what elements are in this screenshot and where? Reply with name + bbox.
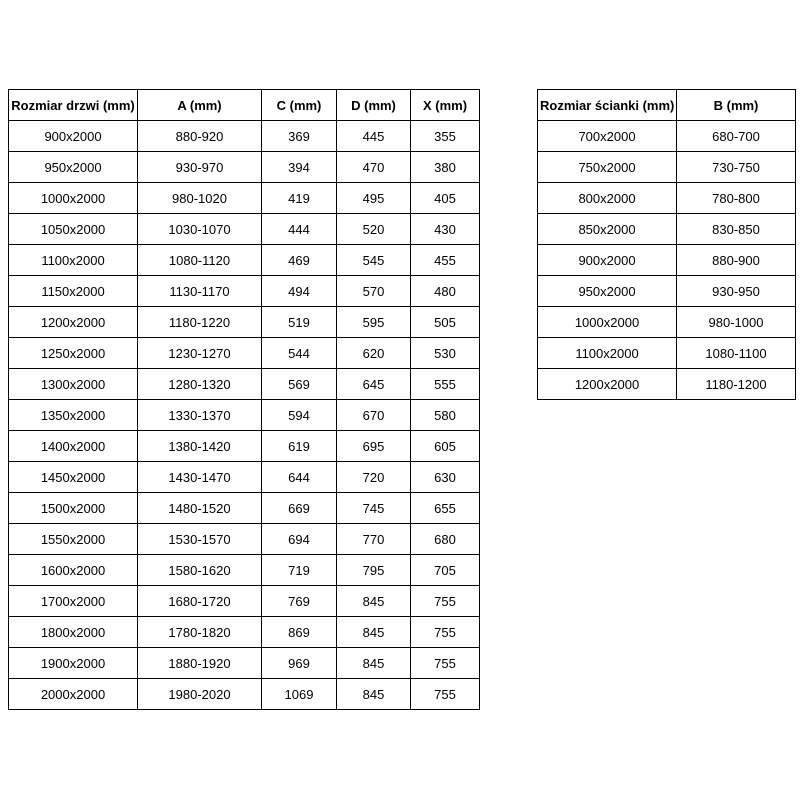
table-row [538,183,796,214]
wall-sizes-table [537,89,796,400]
table-cell: 645 [337,369,411,400]
table-cell: 555 [411,369,480,400]
table-cell: 1080-1120 [138,245,262,276]
door-table-header-row [9,90,480,121]
table-cell: 745 [337,493,411,524]
table-cell: 594 [262,400,337,431]
table-cell: 694 [262,524,337,555]
table-cell: 1450x2000 [9,462,138,493]
table-cell: 419 [262,183,337,214]
table-cell: 769 [262,586,337,617]
table-cell: 480 [411,276,480,307]
table-row [9,121,480,152]
table-cell: 1000x2000 [538,307,677,338]
table-cell: 1880-1920 [138,648,262,679]
table-cell: 1400x2000 [9,431,138,462]
table-cell: 869 [262,617,337,648]
table-cell: 980-1000 [677,307,796,338]
table-cell: 1100x2000 [538,338,677,369]
table-row [9,431,480,462]
table-cell: 755 [411,586,480,617]
table-cell: 1780-1820 [138,617,262,648]
table-cell: 505 [411,307,480,338]
table-cell: 719 [262,555,337,586]
table-cell: 1380-1420 [138,431,262,462]
table-cell: 1550x2000 [9,524,138,555]
table-row [9,276,480,307]
column-header: Rozmiar drzwi (mm) [9,90,138,121]
table-cell: 1500x2000 [9,493,138,524]
table-cell: 569 [262,369,337,400]
table-cell: 1480-1520 [138,493,262,524]
table-cell: 1030-1070 [138,214,262,245]
table-cell: 1200x2000 [9,307,138,338]
table-row [9,586,480,617]
table-cell: 1150x2000 [9,276,138,307]
table-cell: 1200x2000 [538,369,677,400]
table-cell: 405 [411,183,480,214]
table-row [538,245,796,276]
table-cell: 355 [411,121,480,152]
column-header: D (mm) [337,90,411,121]
table-cell: 545 [337,245,411,276]
table-row [9,493,480,524]
table-cell: 845 [337,679,411,710]
column-header: Rozmiar ścianki (mm) [538,90,677,121]
table-cell: 795 [337,555,411,586]
table-cell: 1180-1200 [677,369,796,400]
table-cell: 1230-1270 [138,338,262,369]
table-cell: 755 [411,617,480,648]
table-cell: 530 [411,338,480,369]
table-row [538,214,796,245]
door-sizes-table [8,89,480,710]
table-cell: 1900x2000 [9,648,138,679]
table-cell: 845 [337,648,411,679]
table-cell: 720 [337,462,411,493]
column-header: A (mm) [138,90,262,121]
table-cell: 845 [337,586,411,617]
table-cell: 1350x2000 [9,400,138,431]
table-cell: 1050x2000 [9,214,138,245]
table-row [538,121,796,152]
column-header: B (mm) [677,90,796,121]
table-cell: 495 [337,183,411,214]
table-cell: 850x2000 [538,214,677,245]
table-row [9,245,480,276]
table-cell: 1980-2020 [138,679,262,710]
table-cell: 730-750 [677,152,796,183]
table-cell: 445 [337,121,411,152]
table-cell: 1600x2000 [9,555,138,586]
table-row [538,276,796,307]
table-cell: 1130-1170 [138,276,262,307]
table-cell: 519 [262,307,337,338]
table-row [538,307,796,338]
table-cell: 980-1020 [138,183,262,214]
table-cell: 755 [411,648,480,679]
table-cell: 900x2000 [538,245,677,276]
table-row [9,152,480,183]
table-cell: 444 [262,214,337,245]
table-cell: 755 [411,679,480,710]
table-cell: 1530-1570 [138,524,262,555]
table-cell: 1069 [262,679,337,710]
table-cell: 670 [337,400,411,431]
table-cell: 1250x2000 [9,338,138,369]
table-cell: 595 [337,307,411,338]
table-cell: 580 [411,400,480,431]
table-cell: 1580-1620 [138,555,262,586]
table-cell: 1300x2000 [9,369,138,400]
table-cell: 705 [411,555,480,586]
table-row [9,679,480,710]
table-cell: 1280-1320 [138,369,262,400]
table-row [538,338,796,369]
table-cell: 1430-1470 [138,462,262,493]
table-cell: 950x2000 [9,152,138,183]
table-cell: 570 [337,276,411,307]
table-cell: 845 [337,617,411,648]
table-row [9,307,480,338]
table-cell: 369 [262,121,337,152]
table-cell: 644 [262,462,337,493]
table-cell: 1080-1100 [677,338,796,369]
column-header: C (mm) [262,90,337,121]
table-row [9,524,480,555]
table-row [9,648,480,679]
table-cell: 544 [262,338,337,369]
table-cell: 830-850 [677,214,796,245]
table-cell: 950x2000 [538,276,677,307]
table-cell: 800x2000 [538,183,677,214]
table-row [9,462,480,493]
table-cell: 1100x2000 [9,245,138,276]
table-row [9,555,480,586]
table-cell: 455 [411,245,480,276]
table-cell: 605 [411,431,480,462]
table-cell: 680-700 [677,121,796,152]
table-row [538,369,796,400]
table-cell: 780-800 [677,183,796,214]
table-cell: 494 [262,276,337,307]
table-cell: 655 [411,493,480,524]
table-cell: 930-950 [677,276,796,307]
table-cell: 470 [337,152,411,183]
table-row [9,369,480,400]
table-cell: 750x2000 [538,152,677,183]
table-cell: 695 [337,431,411,462]
table-cell: 900x2000 [9,121,138,152]
table-cell: 380 [411,152,480,183]
table-cell: 1800x2000 [9,617,138,648]
table-cell: 1000x2000 [9,183,138,214]
table-row [9,338,480,369]
table-cell: 430 [411,214,480,245]
table-cell: 469 [262,245,337,276]
wall-table-header-row [538,90,796,121]
table-row [9,400,480,431]
table-row [9,214,480,245]
table-cell: 680 [411,524,480,555]
table-cell: 1330-1370 [138,400,262,431]
table-cell: 1680-1720 [138,586,262,617]
table-cell: 669 [262,493,337,524]
table-cell: 1700x2000 [9,586,138,617]
table-cell: 969 [262,648,337,679]
table-cell: 620 [337,338,411,369]
table-row [9,183,480,214]
table-cell: 880-920 [138,121,262,152]
table-cell: 1180-1220 [138,307,262,338]
table-cell: 394 [262,152,337,183]
table-cell: 520 [337,214,411,245]
table-cell: 700x2000 [538,121,677,152]
table-cell: 619 [262,431,337,462]
table-row [9,617,480,648]
table-cell: 630 [411,462,480,493]
table-cell: 770 [337,524,411,555]
table-cell: 930-970 [138,152,262,183]
table-cell: 2000x2000 [9,679,138,710]
column-header: X (mm) [411,90,480,121]
table-cell: 880-900 [677,245,796,276]
table-row [538,152,796,183]
